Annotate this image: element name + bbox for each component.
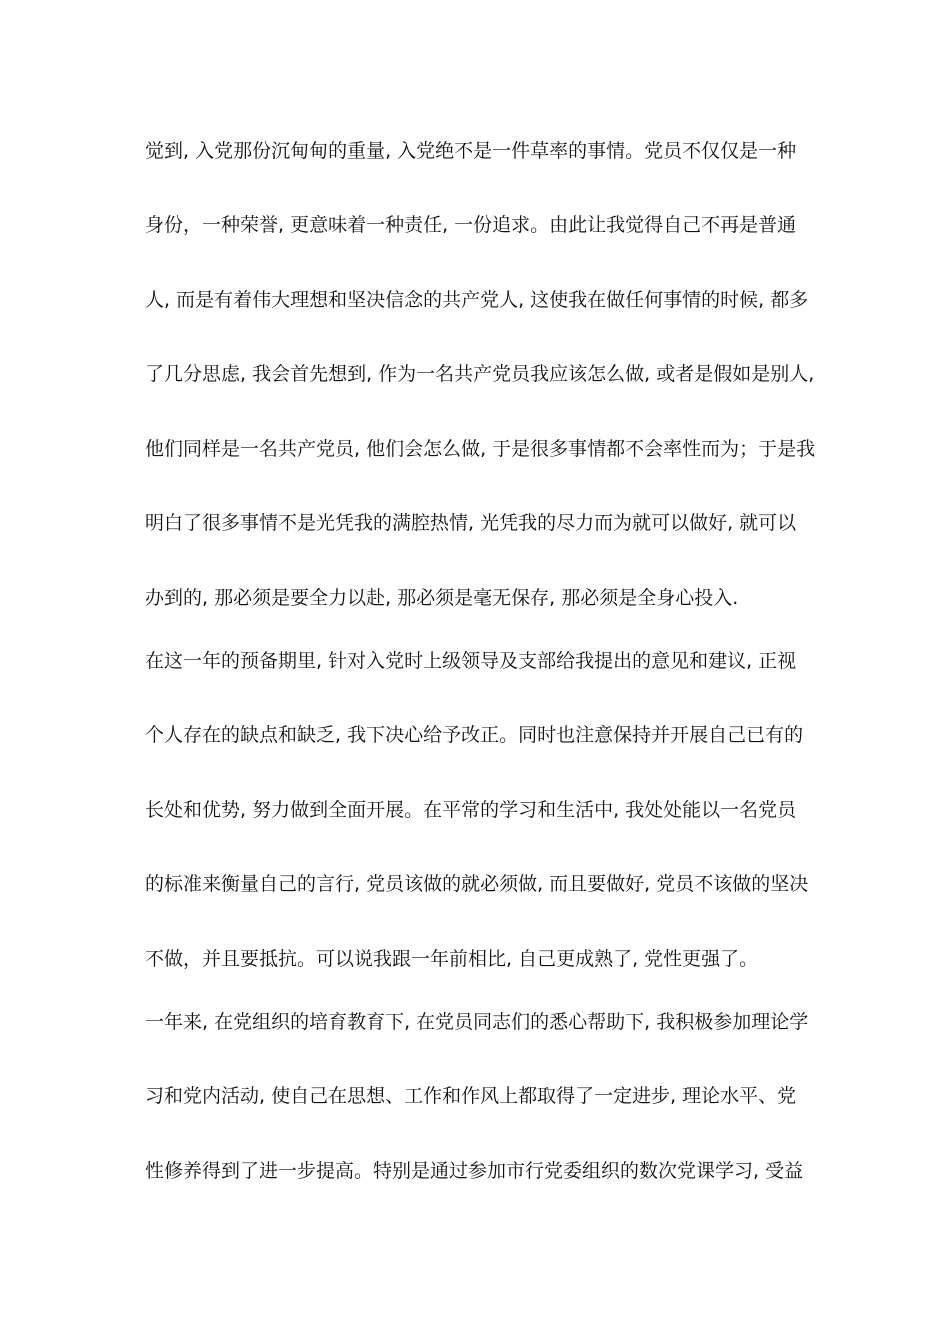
paragraph-line: 身份，一种荣誉, 更意味着一种责任, 一份追求。由此让我觉得自己不再是普通 <box>145 214 797 236</box>
paragraph-line: 个人存在的缺点和缺乏, 我下决心给予改正。同时也注意保持并开展自己已有的 <box>145 724 804 746</box>
paragraph-line: 一年来, 在党组织的培育教育下, 在党员同志们的悉心帮助下, 我积极参加理论学 <box>145 1011 809 1033</box>
paragraph-line: 他们同样是一名共产党员, 他们会怎么做, 于是很多事情都不会率性而为；于是我 <box>145 438 816 460</box>
paragraph-line: 在这一年的预备期里, 针对入党时上级领导及支部给我提出的意见和建议, 正视 <box>145 650 797 672</box>
paragraph-line: 明白了很多事情不是光凭我的满腔热情, 光凭我的尽力而为就可以做好, 就可以 <box>145 512 797 534</box>
paragraph-line: 了几分思虑, 我会首先想到, 作为一名共产党员我应该怎么做, 或者是假如是别人, <box>145 363 815 385</box>
paragraph-line: 不做，并且要抵抗。可以说我跟一年前相比, 自己更成熟了, 党性更强了。 <box>145 948 759 970</box>
paragraph-line: 的标准来衡量自己的言行, 党员该做的就必须做, 而且要做好, 党员不该做的坚决 <box>145 873 809 895</box>
paragraph-line: 长处和优势, 努力做到全面开展。在平常的学习和生活中, 我处处能以一名党员 <box>145 799 797 821</box>
paragraph-line: 觉到, 入党那份沉甸甸的重量, 入党绝不是一件草率的事情。党员不仅仅是一种 <box>145 140 797 162</box>
paragraph-line: 习和党内活动, 使自己在思想、工作和作风上都取得了一定进步, 理论水平、党 <box>145 1085 797 1107</box>
paragraph-line: 办到的, 那必须是要全力以赴, 那必须是毫无保存, 那必须是全身心投入. <box>145 587 739 609</box>
paragraph-line: 性修养得到了进一步提高。特别是通过参加市行党委组织的数次党课学习, 受益 <box>145 1160 804 1182</box>
paragraph-line: 人, 而是有着伟大理想和坚决信念的共产党人, 这使我在做任何事情的时候, 都多 <box>145 289 809 311</box>
